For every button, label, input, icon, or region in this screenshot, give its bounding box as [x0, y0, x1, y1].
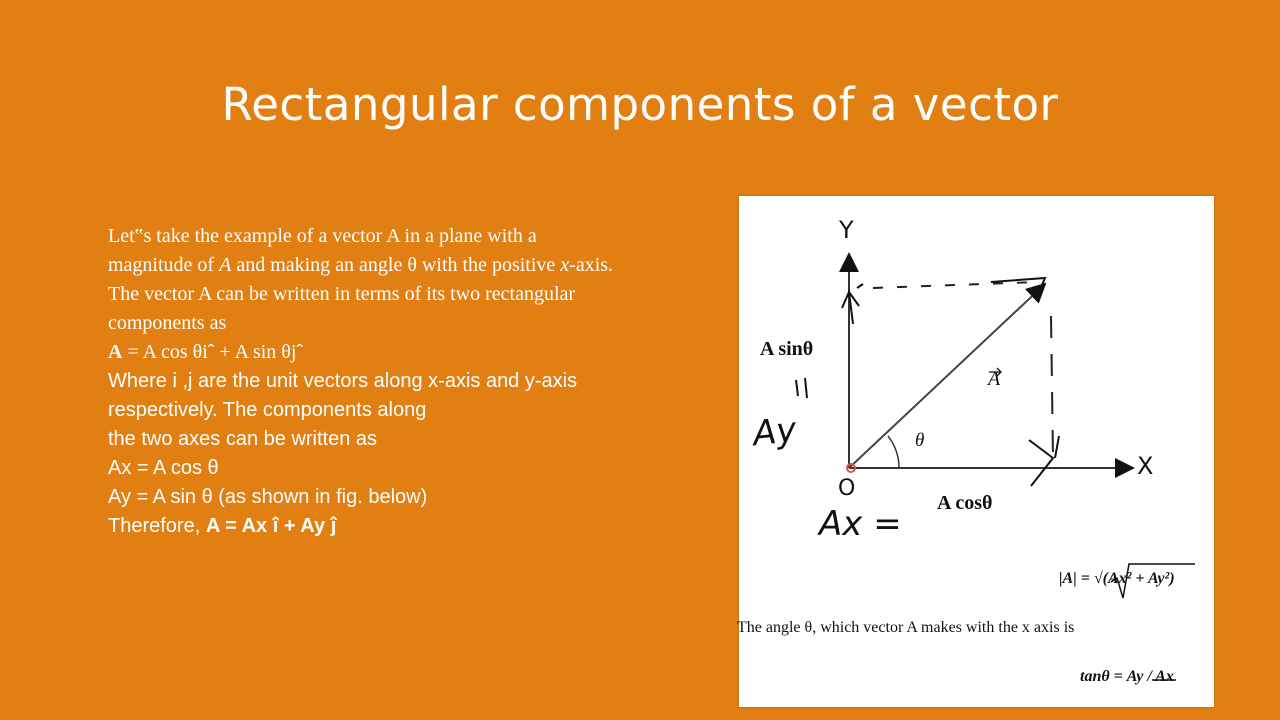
body-line-9: Ax = A cos θ: [108, 457, 219, 479]
x-axis-label: X: [1137, 452, 1154, 480]
vector-label: A: [988, 368, 1001, 390]
body-text: [108, 222, 728, 541]
body-line-2: [108, 251, 728, 280]
handwritten-ax-label: Ax =: [819, 504, 902, 544]
dashed-top-line: [873, 282, 1039, 288]
body-line-2-e: -axis.: [569, 254, 614, 276]
body-line-2-c: and making an angle θ with the positive: [231, 254, 561, 276]
body-line-2-b: A: [219, 254, 232, 276]
body-line-11: [108, 512, 728, 541]
vector-diagram: [739, 196, 1214, 707]
body-line-11-bold: A = Ax î + Ay ĵ: [205, 515, 337, 537]
body-line-4: components as: [108, 312, 227, 334]
body-line-5-rest: = A cos θiˆ + A sin θjˆ: [122, 341, 304, 363]
dashed-right-line: [1051, 316, 1053, 458]
handwritten-right-mark: [1029, 436, 1059, 486]
body-line-2-d: x: [560, 254, 570, 276]
handwritten-ay-label: Ay: [751, 409, 799, 455]
handwritten-equals-bars: [796, 378, 807, 398]
y-axis-label: Y: [839, 216, 854, 244]
body-line-6: Where i ,j are the unit vectors along x-axis and y-axis: [108, 370, 578, 392]
cos-component-label: A cosθ: [937, 492, 993, 514]
body-line-1: Let‟s take the example of a vector A in a plane with a: [108, 225, 537, 247]
body-line-7: respectively. The components along: [108, 399, 427, 421]
body-line-10: Ay = A sin θ (as shown in fig. below): [108, 486, 428, 508]
handwritten-up-arrow: [842, 284, 863, 324]
body-line-2-a: magnitude of: [108, 254, 220, 276]
slide-title: Rectangular components of a vector: [221, 78, 1059, 131]
sin-component-label: A sinθ: [760, 338, 814, 360]
body-line-5: [108, 338, 728, 367]
angle-caption: The angle θ, which vector A makes with the x axis is: [737, 619, 1075, 636]
body-line-8: the two axes can be written as: [108, 428, 378, 450]
vector-a-arrow: [849, 284, 1045, 468]
angle-label: θ: [915, 430, 925, 451]
tan-formula: tanθ = Ay / Ax: [1080, 668, 1174, 685]
body-line-11-prefix: Therefore,: [108, 515, 206, 537]
angle-arc: [888, 436, 899, 468]
origin-label: O: [838, 476, 856, 501]
body-line-3: The vector A can be written in terms of its two rectangular: [108, 283, 576, 305]
magnitude-formula: |A| = √(Ax² + Ay²): [1059, 570, 1175, 587]
handwritten-arrow-tip: [991, 278, 1045, 292]
body-line-5-bold: A: [108, 341, 123, 363]
